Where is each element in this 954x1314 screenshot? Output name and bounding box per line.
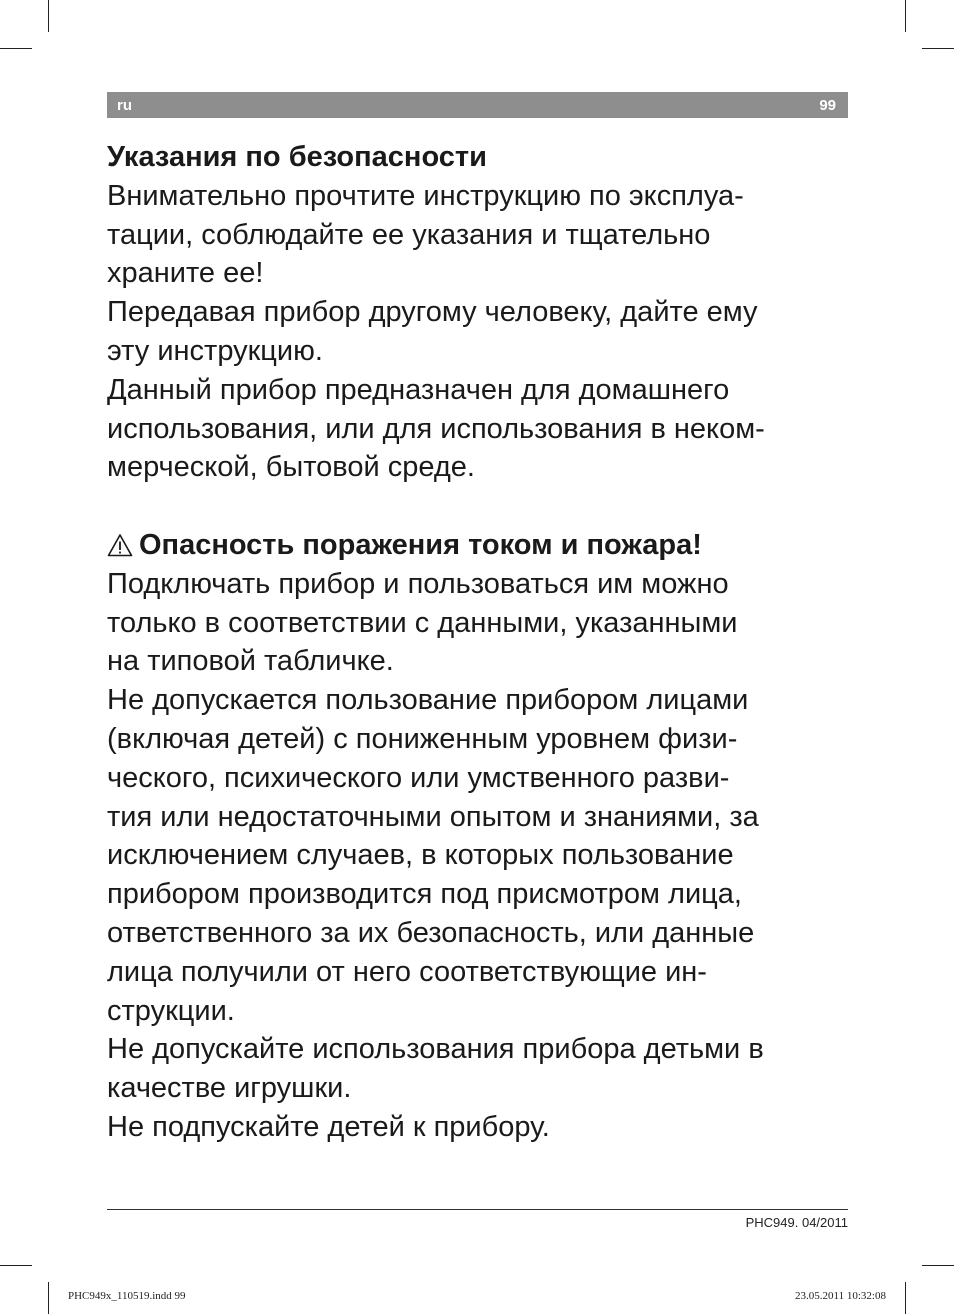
paragraph-line: только в соответствии с данными, указанными — [107, 606, 738, 639]
paragraph-line: Данный прибор предназначен для домашнего — [107, 373, 730, 406]
warning-heading — [107, 526, 857, 565]
page-header-bar — [107, 92, 848, 118]
crop-mark — [922, 48, 954, 49]
paragraph-line: Передавая прибор другому человеку, дайте ему — [107, 296, 758, 329]
paragraph-line: Не допускается пользование прибором лицами — [107, 684, 749, 717]
warning-heading-text: Опасность поражения током и пожара! — [139, 528, 702, 561]
language-code: ru — [117, 97, 132, 114]
footer-rule — [107, 1209, 848, 1210]
paragraph-line: исключением случаев, в которых пользование — [107, 839, 734, 872]
crop-mark — [0, 1265, 32, 1266]
crop-mark — [905, 1282, 906, 1314]
paragraph-line: прибором производится под присмотром лица, — [107, 878, 742, 911]
paragraph-line: тия или недостаточными опытом и знаниями, за — [107, 800, 759, 833]
print-slug-file: PHC949x_110519.indd 99 — [68, 1290, 186, 1302]
paragraph-line: лица получили от него соответствующие ин- — [107, 955, 707, 988]
print-slug-datetime: 23.05.2011 10:32:08 — [795, 1290, 886, 1302]
paragraph-line: на типовой табличке. — [107, 645, 394, 678]
crop-mark — [48, 1282, 49, 1314]
paragraph-line: качестве игрушки. — [107, 1072, 352, 1105]
page-content — [107, 138, 857, 1147]
section-heading: Указания по безопасности — [107, 141, 487, 173]
paragraph-line: использования, или для использования в неком- — [107, 412, 765, 445]
paragraph-line: Подключать прибор и пользоваться им можно — [107, 567, 729, 600]
footer-model-date: PHC949. 04/2011 — [745, 1215, 848, 1230]
crop-mark — [922, 1265, 954, 1266]
paragraph-line: храните ее! — [107, 257, 264, 290]
paragraph-line: тации, соблюдайте ее указания и тщательно — [107, 218, 711, 251]
crop-mark — [0, 48, 32, 49]
paragraph-line: ответственного за их безопасность, или данные — [107, 916, 755, 949]
paragraph-line: Не допускайте использования прибора детьми в — [107, 1033, 764, 1066]
page-number: 99 — [819, 97, 836, 114]
crop-mark — [905, 0, 906, 32]
section-spacer — [107, 487, 857, 526]
paragraph-line: струкции. — [107, 994, 235, 1027]
paragraph-line: ческого, психического или умственного разви- — [107, 761, 730, 794]
paragraph-line: мерческой, бытовой среде. — [107, 451, 475, 484]
crop-mark — [48, 0, 49, 32]
paragraph-line: эту инструкцию. — [107, 334, 323, 367]
paragraph-line: (включая детей) с пониженным уровнем физи- — [107, 722, 738, 755]
paragraph-line: Внимательно прочтите инструкцию по эксплуа- — [107, 179, 744, 212]
paragraph-line: Не подпускайте детей к прибору. — [107, 1110, 550, 1143]
warning-triangle-icon — [107, 526, 139, 565]
